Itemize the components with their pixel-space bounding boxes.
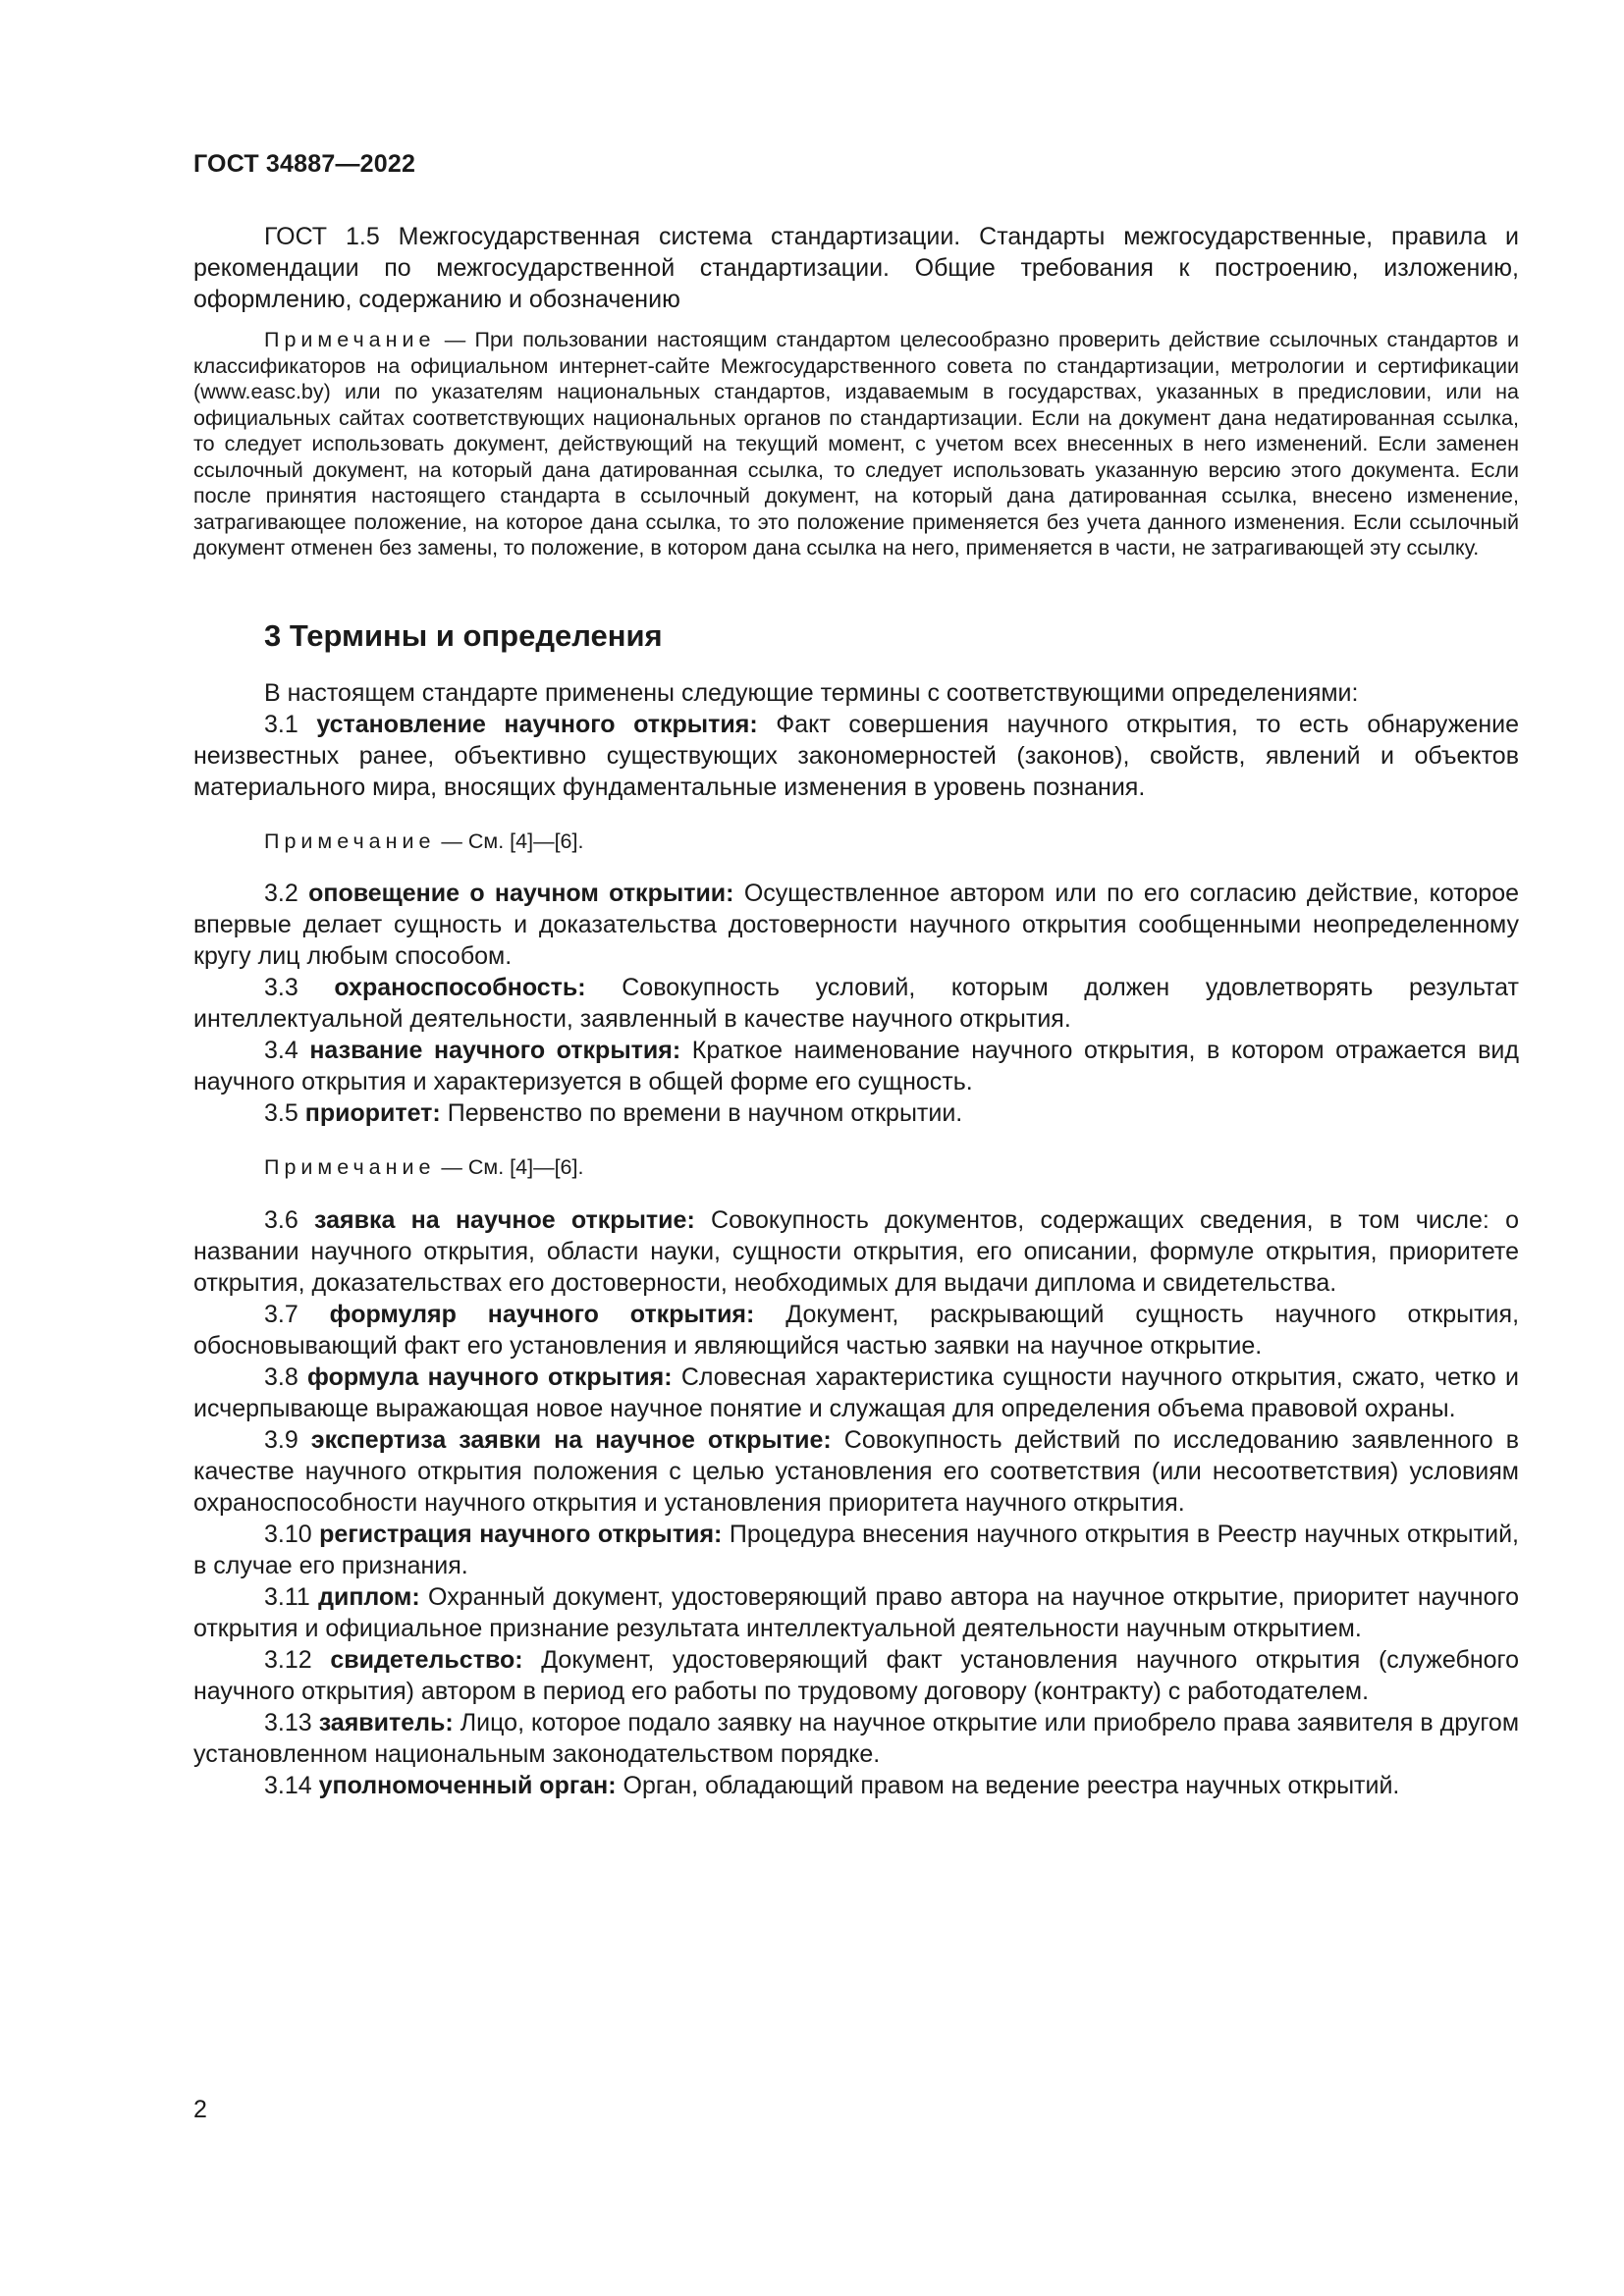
term-name: оповещение о научном открытии:	[308, 880, 734, 907]
term-definition	[193, 972, 1519, 1035]
term-text: Лицо, которое подало заявку на научное открытие или приобрело права заявителя в другом установленном национальным законодательством порядке.	[193, 1708, 1519, 1768]
note-reference	[193, 1154, 1519, 1181]
term-name: название научного открытия:	[309, 1037, 681, 1064]
term-text: Осуществленное автором или по его согласию действие, которое впервые делает сущность и доказательства достоверности научного открытия сообщенными неопределенному кругу лиц любым способом.	[193, 880, 1520, 970]
note-text: См. [4]—[6].	[467, 828, 584, 853]
term-name: экспертиза заявки на научное открытие:	[310, 1425, 832, 1454]
term-number: 3.11	[264, 1582, 310, 1611]
term-text: Словесная характеристика сущности научного открытия, сжато, четко и исчерпывающе выражающая новое научное понятие и служащая для определения объема правовой охраны.	[193, 1362, 1519, 1422]
term-text: Документ, удостоверяющий факт установления научного открытия (служебного научного открытия) автором в период его работы по трудовому договору (контракту) с работодателем.	[193, 1645, 1520, 1705]
term-text: Первенство по времени в научном открытии.	[447, 1099, 963, 1127]
section-intro: В настоящем стандарте применены следующие термины с соответствующими определениями:	[264, 678, 1359, 707]
term-text: Орган, обладающий правом на ведение реестра научных открытий.	[623, 1771, 1400, 1799]
note-label: Примечание	[264, 1155, 436, 1179]
note-separator: —	[435, 328, 475, 351]
term-name: свидетельство:	[330, 1645, 523, 1674]
note-separator: —	[435, 1155, 468, 1179]
term-text: Совокупность действий по исследованию заявленного в качестве научного открытия положения с целью установления его соответствия (или несоответствия) условиям охраноспособности научного открытия и установления приоритета научного открытия.	[193, 1425, 1519, 1517]
term-definition	[193, 1035, 1519, 1097]
term-text: Совокупность документов, содержащих сведения, в том числе: о названии научного открытия, области науки, сущности открытия, его описании, формуле открытия, приоритете открытия, доказательствах его достоверности, необходимых для выдачи диплома и свидетельства.	[193, 1205, 1519, 1297]
term-definition	[193, 878, 1519, 972]
term-name: диплом:	[318, 1582, 420, 1611]
term-number: 3.1	[264, 710, 298, 738]
term-text: Совокупность условий, которым должен удовлетворять результат интеллектуальной деятельности, заявленный в качестве научного открытия.	[193, 974, 1519, 1033]
term-name: приоритет:	[304, 1099, 441, 1127]
term-number: 3.5	[264, 1099, 298, 1127]
term-number: 3.9	[264, 1425, 298, 1454]
term-text: Охранный документ, удостоверяющий право автора на научное открытие, приоритет научного открытия и официальное признание результата интеллектуальной деятельности научным открытием.	[193, 1582, 1519, 1642]
term-number: 3.13	[264, 1708, 312, 1736]
term-definition	[193, 1204, 1519, 1299]
note-text: При пользовании настоящим стандартом целесообразно проверить действие ссылочных стандартов и классификаторов на официальном интернет-сайте Межгосударственного совета по стандартизации, метрологии и сертификации (www.easc.by) или по указателям национальных стандартов, издаваемым в государствах, указанных в предисловии, или на официальных сайтах соответствующих национальных органов по стандартизации. Если на документ дана недатированная ссылка, то следует использовать документ, действующий на текущий момент, с учетом всех внесенных в него изменений. Если заменен ссылочный документ, на который дана датированная ссылка, то следует использовать указанную версию этого документа. Если после принятия настоящего стандарта в ссылочный документ, на который дана датированная ссылка, внесено изменение, затрагивающее положение, на которое дана ссылка, то это положение применяется без учета данного изменения. Если ссылочный документ отменен без замены, то положение, в котором дана ссылка на него, применяется в части, не затрагивающей эту ссылку.	[193, 328, 1519, 560]
term-number: 3.14	[264, 1771, 312, 1799]
term-text: Документ, раскрывающий сущность научного открытия, обосновывающий факт его установления и являющийся частью заявки на научное открытие.	[193, 1300, 1520, 1360]
term-number: 3.4	[264, 1037, 298, 1064]
term-name: регистрация научного открытия:	[319, 1520, 723, 1548]
term-definition	[193, 1581, 1519, 1644]
term-definition	[193, 1519, 1519, 1581]
note-paragraph	[193, 327, 1519, 561]
term-name: формуляр научного открытия:	[329, 1300, 755, 1328]
term-name: уполномоченный орган:	[318, 1771, 617, 1799]
term-name: заявка на научное открытие:	[314, 1205, 695, 1234]
term-number: 3.12	[264, 1645, 312, 1674]
term-name: заявитель:	[318, 1708, 454, 1736]
term-definition	[193, 1707, 1519, 1770]
note-text: См. [4]—[6].	[467, 1155, 584, 1179]
term-number: 3.10	[264, 1520, 312, 1548]
term-definition	[193, 1362, 1519, 1424]
term-number: 3.2	[264, 880, 298, 907]
term-definition	[193, 1770, 1519, 1801]
normative-reference: ГОСТ 1.5 Межгосударственная система стандартизации. Стандарты межгосударственные, правила и рекомендации по межгосударственной стандартизации. Общие требования к построению, изложению, оформлению, содержанию и обозначению	[193, 223, 1519, 313]
term-number: 3.6	[264, 1205, 298, 1234]
term-definition	[193, 1097, 1519, 1129]
note-label: Примечание	[264, 328, 436, 351]
term-number: 3.7	[264, 1300, 298, 1328]
term-text: Краткое наименование научного открытия, в котором отражается вид научного открытия и характеризуется в общей форме его сущность.	[193, 1037, 1519, 1095]
term-number: 3.8	[264, 1362, 298, 1391]
term-definition	[193, 1424, 1519, 1519]
term-text: Процедура внесения научного открытия в Реестр научных открытий, в случае его признания.	[193, 1520, 1519, 1579]
term-number: 3.3	[264, 974, 298, 1001]
term-text: Факт совершения научного открытия, то есть обнаружение неизвестных ранее, объективно существующих закономерностей (законов), свойств, явлений и объектов материального мира, вносящих фундаментальные изменения в уровень познания.	[193, 710, 1519, 801]
term-definition	[193, 1644, 1519, 1707]
term-definition	[193, 1299, 1519, 1362]
term-name: охраноспособность:	[334, 974, 586, 1001]
term-name: установление научного открытия:	[316, 710, 758, 738]
page-content	[193, 221, 1519, 1801]
note-reference	[193, 828, 1519, 855]
note-separator: —	[435, 828, 468, 853]
page-number: 2	[193, 2096, 207, 2123]
section-title: 3 Термины и определения	[264, 617, 663, 653]
note-label: Примечание	[264, 828, 436, 853]
term-name: формула научного открытия:	[307, 1362, 673, 1391]
document-header: ГОСТ 34887—2022	[193, 150, 416, 178]
term-definition	[193, 709, 1519, 803]
